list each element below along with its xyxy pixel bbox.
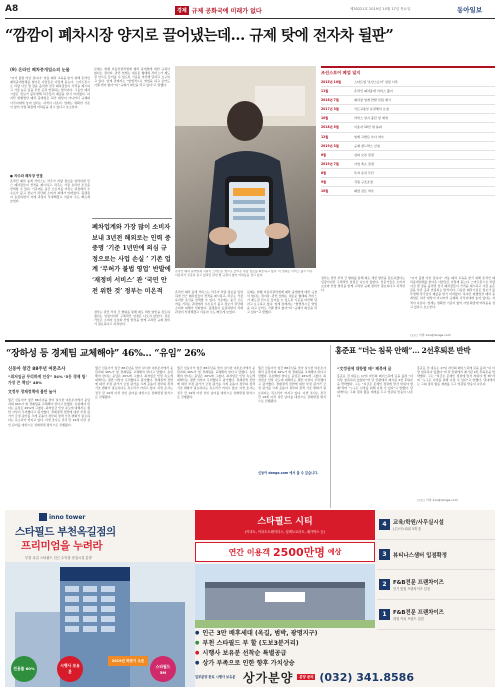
timeline-row: [321, 114, 495, 123]
main-body-col1: “이거 불법 아닌 겁니다” 자동 폐차 교육을 받기 위해 온라인 폐차중개업체를 찾아온 사람들은 이렇게 묻는다. 스마트폰으로 차량 사진 몇 장을 올리면 전국 폐차장들이 가격을 제시하고 가장 높은 값을 부른 곳과 연결되는 방식이다. 그동안 폐차시장은 정보가 불투명해 차주들이 제값을 받기 어려웠다. 하지만 현행법상 폐차 중개업은 허가 대상이 아니어서 규제의 사각지대에 놓여 있다는 지적이 나온다. 업계는 명확한 기준이 없어 사업 확장에 어려움을 겪고 있다고 호소한다.: [10, 76, 90, 109]
left-story-body-b: 월간 신동아가 창간 88주년을 맞아 실시한 여론조사에서 응답자의 46%가 현 경제팀을 교체해야 한다고 답했다. 유임해야 한다는 응답은 26%에 그쳤다. 최저임금 인상 속도에 대해서는 절반 이상이 무리했다고 평가했다. 경제정책 전반에 대한 부정 평가가 긍정 평가를 크게 웃돌아 정부의 정책 기조 변화가 필요하다는 목소리가 커지고 있다. 이번 조사는 전국 만 19세 이상 성인 남녀를 대상으로 전화면접 방식으로 진행됐다.: [95, 366, 173, 399]
left-story-link[interactable]: 신동아 donga.com 에서 볼 수 있습니다.: [258, 471, 319, 475]
right-story-byline: ○○○ 기자 xxx@donga.com: [417, 498, 458, 502]
ad-point-text: 인근 3만 배후세대 (옥길, 범박, 광명지구): [202, 630, 318, 637]
ad-side-num: 2: [379, 579, 390, 590]
timeline-date: 2019년 7월: [321, 161, 339, 166]
ad-box-1: [195, 510, 375, 540]
ad-tag-1: 전용률 60%: [11, 656, 37, 682]
ad-side-text: 교육/학원/사무실시설: [393, 520, 444, 526]
timeline-event: 업계 고발로 수사 착수: [354, 134, 384, 139]
ad-headline1: 스타필드 부천옥길점의: [15, 526, 116, 538]
left-story-subhead2: “최저임금 무리하게 인상” 54% ‘5등 경제 팀’ 가장 큰 책임” 48%: [8, 374, 87, 385]
ad-footer-main: 상가분양: [243, 670, 294, 685]
ad-side-text: F&B전문 프랜차이즈: [393, 580, 444, 586]
ad-side-text: F&B전문 프랜차이즈: [393, 610, 444, 616]
left-story-body-c: 월간 신동아가 창간 88주년을 맞아 실시한 여론조사에서 응답자의 46%가 현 경제팀을 교체해야 한다고 답했다. 유임해야 한다는 응답은 26%에 그쳤다. 최저임금 인상 속도에 대해서는 절반 이상이 무리했다고 평가했다. 경제정책 전반에 대한 부정 평가가 긍정 평가를 크게 웃돌아 정부의 정책 기조 변화가 필요하다는 목소리가 커지고 있다. 이번 조사는 전국 만 19세 이상 성인 남녀를 대상으로 전화면접 방식으로 진행됐다.: [177, 366, 255, 399]
section-badge: 경제: [177, 7, 187, 14]
timeline-date: 2019년 3월: [321, 143, 339, 148]
timeline: [321, 78, 495, 196]
check-icon: ●: [195, 659, 200, 666]
ad-tag-3: 스타필드 5M: [150, 656, 176, 682]
timeline-row: [321, 142, 495, 151]
right-story-headline: 홍준표 “더는 침묵 안해”… 2선후퇴론 반박: [335, 346, 471, 355]
timeline-event: 심의 보류 결정: [354, 152, 374, 157]
timeline-row: [321, 178, 495, 187]
masthead: [5, 4, 495, 18]
ad-side-num: 1: [379, 609, 390, 620]
right-story-body-b: 홍준표 전 대표는 17일 자신의 페이스북에 글을 올려 “더 이상 침묵하지 않겠다”며 당 안팎에서 제기된 2선 후퇴론을 반박했다. 그는 “지금은 문재인 정권에 맞서 싸워야 할 때”라며 “누구든 나라를 위해 나설 수 있다”고 말했다. 당내에서는 그의 정치 활동 재개를 두고 엇갈린 반응이 나온다.: [417, 366, 495, 387]
ad-tag-2: 시행사 보유분: [57, 656, 83, 682]
ad-footer-tag: 분양 문의: [299, 674, 314, 679]
main-body-col5: 정부는 관련 부처 간 협의를 통해 제도 개선 방안을 검토하겠다는 입장이지만 구체적인 일정은 나오지 않았다. 전문가들은 소비자 보호와 산업 발전을 함께 고려한 규제 정비가 필요하다고 지적한다.: [321, 276, 405, 293]
timeline-event: 투자 유치 무산: [354, 170, 374, 175]
column-divider: [330, 345, 331, 508]
masthead-rule: [5, 18, 495, 19]
left-story-headline: “장하성 등 경제팀 교체해야” 46%… “유임” 26%: [6, 348, 205, 359]
ad-side-item: [377, 570, 495, 600]
section-title: 규제 공화국에 미래가 없다: [191, 7, 262, 15]
ad-footer: [195, 667, 495, 687]
main-subhead: (9) 온라인 폐차중개업소의 눈물: [10, 67, 70, 72]
timeline-date: 10월: [321, 116, 329, 121]
ad-box-sub1: (이마트, 이마트트레이더스, 일렉트로마트, 메가박스 등): [245, 530, 325, 534]
photo-caption: 온라인 폐차 중개업체 직원이 스마트폰 앱으로 들어온 차량 정보를 확인하고 있다. 이 업체는 서비스 출시 이후 이용자가 꾸준히 늘고 있지만 관련 법 규정이 없어 어려움을 겪고 있다.: [175, 270, 313, 277]
left-story-subhead1: 신동아 창간 88주년 여론조사: [8, 367, 66, 372]
main-body-col2c: 정부는 관련 부처 간 협의를 통해 제도 개선 방안을 검토하겠다는 입장이지만 구체적인 일정은 나오지 않았다. 전문가들은 소비자 보호와 산업 발전을 함께 고려한 규제 정비가 필요하다고 지적한다.: [94, 310, 170, 327]
timeline-row: [321, 133, 495, 142]
photo-illustration: [175, 66, 316, 268]
paper-name: 동아일보: [457, 6, 483, 14]
ad-side-num: 4: [379, 519, 390, 530]
page-number: A8: [5, 4, 19, 14]
ad-box-title1: 스타필드 시티: [257, 517, 313, 527]
timeline-row: [321, 87, 495, 96]
timeline-event: 사업 축소 결정: [354, 161, 374, 166]
timeline-date: 2018년 5월: [321, 125, 339, 130]
ad-side-sub: 인기 맛집 프랜차이즈 입점: [393, 587, 430, 591]
news-photo: [175, 66, 316, 268]
check-icon: ●: [195, 639, 200, 646]
timeline-event: 직원 구조조정: [354, 180, 373, 185]
section-divider: [5, 340, 495, 342]
ad-point-text: 시행사 보유분 선착순 특별공급: [202, 650, 287, 657]
timeline-event: 국토교통부 유권해석 요청: [354, 107, 389, 112]
ad-phone[interactable]: (032) 341.8586: [319, 670, 414, 684]
issue-info: 제30221호 2019년 10월 17일 목요일: [350, 7, 411, 11]
ad-side-list: [377, 510, 495, 630]
left-story-body-a: 월간 신동아가 창간 88주년을 맞아 실시한 여론조사에서 응답자의 46%가 현 경제팀을 교체해야 한다고 답했다. 유임해야 한다는 응답은 26%에 그쳤다. 최저임금 인상 속도에 대해서는 절반 이상이 무리했다고 평가했다. 경제정책 전반에 대한 부정 평가가 긍정 평가를 크게 웃돌아 정부의 정책 기조 변화가 필요하다는 목소리가 커지고 있다. 이번 조사는 전국 만 19세 이상 성인 남녀를 대상으로 전화면접 방식으로 진행됐다.: [8, 398, 90, 427]
ad-footer-left: 일부분양 완료 시행사 보유분: [195, 674, 236, 679]
main-subhead-col2: ● 차주와 폐차장 연결: [10, 174, 43, 178]
check-icon: ●: [195, 649, 200, 656]
timeline-row: [321, 169, 495, 178]
left-story-body-d: 월간 신동아가 창간 88주년을 맞아 실시한 여론조사에서 응답자의 46%가 현 경제팀을 교체해야 한다고 답했다. 유임해야 한다는 응답은 26%에 그쳤다. 최저임금 인상 속도에 대해서는 절반 이상이 무리했다고 평가했다. 경제정책 전반에 대한 부정 평가가 긍정 평가를 크게 웃돌아 정부의 정책 기조 변화가 필요하다는 목소리가 커지고 있다. 이번 조사는 전국 만 19세 이상 성인 남녀를 대상으로 전화면접 방식으로 진행됐다.: [258, 366, 326, 403]
ad-side-text: 뷰티나스샘터 입점확정: [393, 552, 447, 559]
ad-mall-image: [195, 564, 375, 628]
check-icon: ●: [195, 629, 200, 636]
ad-point-text: 부천 스타필드 부 할 (도보3분거리): [202, 640, 299, 647]
ad-point-item: [195, 648, 445, 657]
timeline-row: [321, 160, 495, 169]
main-body-col3: 온라인 폐차 중개 서비스는 차주가 차량 정보를 입력하면 인근 폐차장들이 견적을 제시하고, 차주는 가장 유리한 조건을 선택할 수 있다. 기존에는 중간 브로커를 거치는 과정에서 수수료가 붙고 정보가 차단돼 소비자 피해가 잇따랐다. 플랫폼이 등장하면서 거래 과정이 투명해졌고 이용자 수도 빠르게 늘었다.: [175, 290, 243, 315]
ad-desc: 부천 옥길 스타필드 인근 수익형 상업시설 분양: [25, 556, 92, 560]
ad-point-text: 상가 부족으로 인한 향후 가치상승: [202, 660, 295, 667]
ad-point-item: [195, 658, 445, 667]
ad-side-item: [377, 600, 495, 630]
timeline-row: [321, 187, 495, 196]
timeline-date: 9월: [321, 180, 327, 185]
timeline-date: 2016년 7월: [321, 98, 339, 103]
timeline-event: 규제 샌드박스 신청: [354, 143, 380, 148]
timeline-event: 스타트업 ‘조선스토어’ 설립 시작: [354, 80, 398, 84]
right-story-body-a: 홍준표 전 대표는 17일 자신의 페이스북에 글을 올려 “더 이상 침묵하지 않겠다”며 당 안팎에서 제기된 2선 후퇴론을 반박했다. 그는 “지금은 문재인 정권에 맞서 싸워야 할 때”라며 “누구든 나라를 위해 나설 수 있다”고 말했다. 당내에서는 그의 정치 활동 재개를 두고 엇갈린 반응이 나온다.: [337, 374, 413, 399]
timeline-row: [321, 78, 495, 87]
ad-point-item: [195, 638, 445, 647]
ad-brand: inno tower: [39, 513, 85, 521]
timeline-row: [321, 151, 495, 160]
ad-side-num: 3: [379, 549, 390, 560]
sidebar-table: [321, 66, 495, 272]
timeline-date: 11월: [321, 89, 329, 94]
main-byline: ○○○ 기자 xxx@donga.com: [410, 333, 451, 337]
timeline-event: 폐업 검토 착수: [354, 189, 374, 194]
timeline-date: 10월: [321, 189, 329, 194]
ad-headline2: 프리미엄을 누려라: [21, 540, 103, 552]
timeline-event: 이용자 10만 명 돌파: [354, 125, 382, 130]
main-body-col4: 문제는 현행 자동차관리법에 폐차 중개업에 대한 규정이 없다는 점이다. 관련 업계는 새로운 형태의 서비스가 제도권 안으로 들어올 수 있도록 기준을 마련해 달라고 요구하고 있다. 업계 관계자는 “합법적으로 영업을 하고 싶어도 기댈 법이 없다”며 “규제가 혁신을 막고 있다”고 말했다.: [247, 290, 317, 315]
timeline-row: [321, 123, 495, 132]
main-body-col6: “이거 불법 아닌 겁니다” 자동 폐차 교육을 받기 위해 온라인 폐차중개업체를 찾아온 사람들은 이렇게 묻는다. 스마트폰으로 차량 사진 몇 장을 올리면 전국 폐차장들이 가격을 제시하고 가장 높은 값을 부른 곳과 연결되는 방식이다. 그동안 폐차시장은 정보가 불투명해 차주들이 제값을 받기 어려웠다. 하지만 현행법상 폐차 중개업은 허가 대상이 아니어서 규제의 사각지대에 놓여 있다는 지적이 나온다. 업계는 명확한 기준이 없어 사업 확장에 어려움을 겪고 있다고 호소한다.: [410, 276, 495, 309]
timeline-row: [321, 96, 495, 105]
timeline-date: 2015년 10월: [321, 80, 341, 84]
pullquote: 폐차업계와 가장 많이 소비자 보내 3년전 해외로는 인력 중 중명 ‘기준 1년만에 의심 규정으로는 사업 손실 ’ 기존 업계 ‘무허가 불법 영업’ 반발에 ‘재정비 서비스’ 관 ‘국민 안전 위한 것’ 정부는 미온적: [92, 218, 172, 308]
timeline-row: [321, 105, 495, 114]
left-story-subhead3: 文정부 경제정책에 불만 높아: [8, 389, 57, 394]
timeline-date: 8월: [321, 170, 327, 175]
right-story-subhead: “文정권에 대항할 때” 페북에 글: [337, 366, 392, 371]
advertisement[interactable]: [5, 510, 495, 687]
ad-visitors: 연간 이용객 2500만명 예상: [195, 542, 375, 562]
timeline-event: 온라인 폐차중개 서비스 출시: [354, 89, 393, 94]
main-body-col2: 온라인 폐차 중개 서비스는 차주가 차량 정보를 입력하면 인근 폐차장들이 견적을 제시하고, 차주는 가장 유리한 조건을 선택할 수 있다. 기존에는 중간 브로커를 거치는 과정에서 수수료가 붙고 정보가 차단돼 소비자 피해가 잇따랐다. 플랫폼이 등장하면서 거래 과정이 투명해졌고 이용자 수도 빠르게 늘었다.: [10, 179, 90, 204]
timeline-event: 서비스 일시 중단 및 재개: [354, 116, 388, 121]
ad-side-sub: (주)이노타워 3개 층: [393, 527, 422, 531]
ad-side-item: [377, 510, 495, 540]
timeline-date: 6월: [321, 152, 327, 157]
main-body-col2b: 문제는 현행 자동차관리법에 폐차 중개업에 대한 규정이 없다는 점이다. 관련 업계는 새로운 형태의 서비스가 제도권 안으로 들어올 수 있도록 기준을 마련해 달라고 요구하고 있다. 업계 관계자는 “합법적으로 영업을 하고 싶어도 기댈 법이 없다”며 “규제가 혁신을 막고 있다”고 말했다.: [94, 67, 170, 88]
ad-side-sub: 대형 커피 브랜드 입점: [393, 617, 424, 621]
timeline-date: 12월: [321, 134, 329, 139]
main-headline: “깜깜이 폐차시장 양지로 끌어냈는데… 규제 탓에 전자차 뒬판”: [5, 27, 394, 44]
ad-year-badge: 2019년 하반기 오픈: [108, 656, 148, 666]
ad-side-item: [377, 540, 495, 570]
sidebar-table-title: 조선스토어 폐업 일지: [321, 70, 361, 75]
timeline-date: 2017년 3월: [321, 107, 339, 112]
timeline-event: 폐차장 업계 반발 민원 제기: [354, 98, 391, 103]
ad-points-list: [195, 628, 445, 668]
